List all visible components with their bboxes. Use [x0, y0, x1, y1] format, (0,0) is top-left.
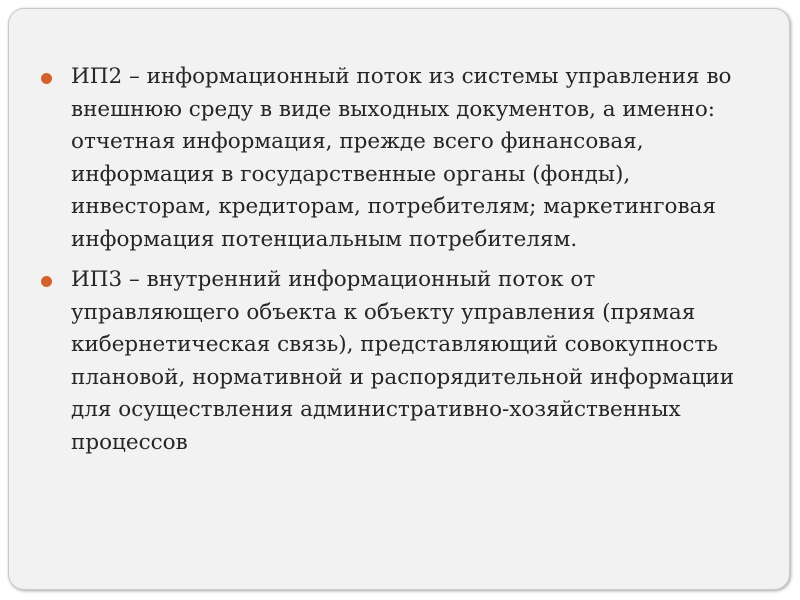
- bullet-text-ip2: ИП2 – информационный поток из системы управления во внешнюю среду в виде выходных документов, а именно: отчетная информация, прежде всего финансовая, информация в государственные органы (фонды), инвесторам, кредиторам, потребителям; маркетинговая информация потенциальным потребителям.: [71, 64, 732, 252]
- bullet-dot-icon: [41, 276, 52, 287]
- slide-frame: [8, 8, 790, 590]
- bullet-list: [41, 61, 761, 467]
- bullet-item-ip2: [41, 61, 761, 256]
- bullet-item-ip3: [41, 264, 761, 459]
- bullet-text-ip3: ИП3 – внутренний информационный поток от управляющего объекта к объекту управления (прямая кибернетическая связь), представляющий совокупность плановой, нормативной и распорядительной информации для осуществления административно-хозяйственных процессов: [71, 267, 735, 455]
- bullet-dot-icon: [41, 73, 52, 84]
